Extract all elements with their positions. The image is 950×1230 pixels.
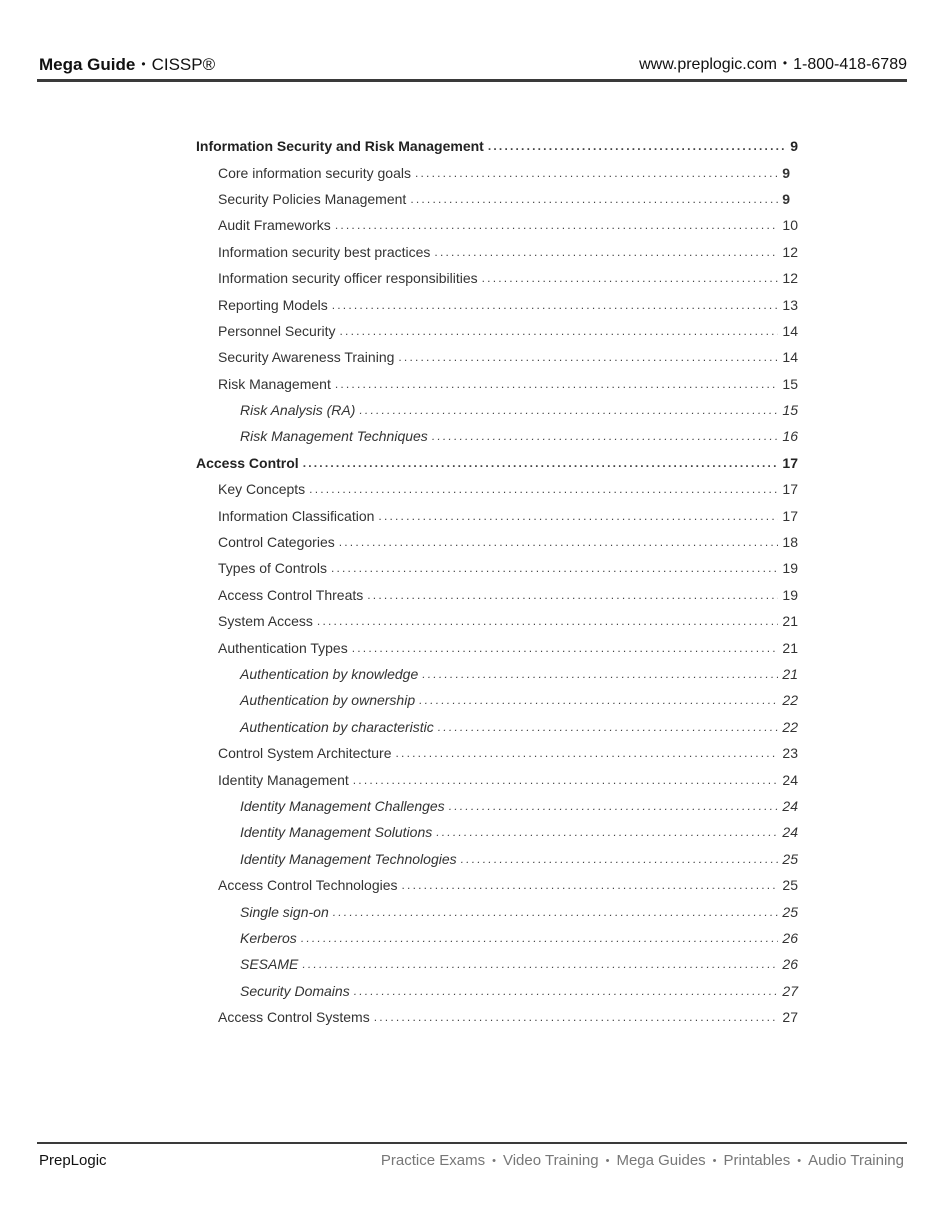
page-footer [39,1150,904,1170]
toc-entry-label: Identity Management Solutions [240,824,433,841]
toc-entry-page: 24 [782,797,798,814]
toc-entry-label: Information security best practices [218,243,431,260]
toc-entry[interactable] [196,872,798,898]
toc-entry[interactable] [196,925,798,951]
toc-entry[interactable] [196,397,798,423]
header-divider [37,79,907,82]
toc-entry-label: Access Control [196,454,299,471]
toc-entry[interactable] [196,344,798,370]
footer-link[interactable]: Printables [723,1151,791,1169]
dot-leader [340,324,779,338]
toc-entry-page: 19 [782,586,798,603]
toc-entry-label: Identity Management Challenges [240,797,445,814]
toc-entry-label: Authentication Types [218,639,348,656]
toc-entry-page: 21 [782,666,798,682]
toc-entry-page: 23 [782,745,798,762]
dot-leader [317,614,779,628]
toc-entry-page: 18 [782,534,798,551]
toc-entry-label: Single sign-on [240,903,329,920]
toc-entry[interactable] [196,1004,798,1030]
dot-leader [335,218,779,232]
footer-link[interactable]: Mega Guides [616,1151,706,1169]
toc-entry[interactable] [196,582,798,608]
toc-entry-label: Authentication by ownership [240,692,416,709]
toc-entry-page: 19 [782,560,798,577]
toc-entry-label: System Access [218,613,313,630]
toc-entry-label: Risk Analysis (RA) [240,402,356,419]
toc-entry-label: Risk Management Techniques [240,428,428,445]
bullet-separator: • [141,57,146,71]
bullet-separator: • [797,1154,802,1167]
header-title-group [39,55,215,75]
toc-entry[interactable] [196,371,798,397]
footer-brand: PrepLogic [39,1151,107,1169]
toc-entry-page: 14 [782,322,798,339]
toc-entry-page: 25 [782,877,798,894]
toc-entry-label: Control System Architecture [218,745,392,762]
dot-leader [461,852,779,866]
toc-entry-label: Information Security and Risk Management [196,138,484,155]
dot-leader [332,298,779,312]
toc-entry[interactable] [196,318,798,344]
dot-leader [398,350,778,364]
toc-entry-page: 10 [782,217,798,234]
toc-entry-page: 17 [782,507,798,524]
dot-leader [396,746,779,760]
toc-entry-label: Security Policies Management [218,190,407,207]
footer-links [381,1152,904,1169]
guide-subject: CISSP® [151,55,216,74]
dot-leader [488,139,786,153]
dot-leader [309,482,778,496]
toc-entry[interactable] [196,608,798,634]
toc-entry-label: SESAME [240,956,299,973]
toc-entry-page: 17 [782,481,798,498]
toc-entry-label: Access Control Technologies [218,877,398,894]
toc-entry-page: 22 [782,692,798,709]
dot-leader [438,720,779,734]
dot-leader [415,166,778,180]
footer-link[interactable]: Video Training [502,1151,599,1169]
toc-entry[interactable] [196,502,798,528]
toc-entry[interactable] [196,766,798,792]
toc-entry-page: 25 [782,850,798,867]
toc-entry-label: Kerberos [240,929,297,946]
website-link[interactable]: www.preplogic.com [639,56,777,73]
dot-leader [367,588,778,602]
toc-entry-page: 24 [782,771,798,788]
toc-entry[interactable] [196,239,798,265]
toc-entry-label: Access Control Threats [218,586,364,603]
toc-entry-page: 14 [782,349,798,366]
toc-entry[interactable] [196,819,798,845]
dot-leader [339,535,779,549]
toc-entry-label: Identity Management Technologies [240,850,457,867]
toc-entry-label: Risk Management [218,375,331,392]
toc-entry[interactable] [196,846,798,872]
dot-leader [331,561,778,575]
dot-leader [410,192,778,206]
toc-entry-label: Information Classification [218,507,375,524]
toc-entry-label: Identity Management [218,771,349,788]
dot-leader [335,377,779,391]
toc-entry-page: 22 [782,718,798,735]
toc-entry-label: Personnel Security [218,322,336,339]
toc-entry-page: 15 [782,402,798,419]
toc-entry-label: Audit Frameworks [218,217,331,234]
dot-leader [422,667,778,681]
toc-entry-page: 27 [782,1009,798,1026]
dot-leader [303,456,779,470]
dot-leader [301,931,779,945]
toc-entry[interactable] [196,133,798,159]
toc-entry-page: 13 [782,296,798,313]
toc-entry[interactable] [196,661,798,687]
dot-leader [378,509,778,523]
toc-entry[interactable] [196,555,798,581]
toc-entry-page: 16 [782,428,798,445]
dot-leader [482,271,779,285]
toc-entry[interactable] [196,714,798,740]
bullet-separator: • [782,56,788,70]
dot-leader [449,799,779,813]
bullet-separator: • [605,1154,610,1167]
table-of-contents [196,133,798,1030]
toc-entry-page: 9 [790,138,798,155]
toc-entry-label: Security Domains [240,982,350,999]
toc-entry-label: Core information security goals [218,164,411,181]
dot-leader [374,1010,779,1024]
toc-entry[interactable] [196,265,798,291]
dot-leader [419,693,778,707]
dot-leader [434,245,778,259]
toc-entry[interactable] [196,687,798,713]
footer-link[interactable]: Practice Exams [380,1151,486,1169]
toc-entry-label: Information security officer responsibilities [218,270,478,287]
toc-entry[interactable] [196,450,798,476]
toc-entry[interactable] [196,898,798,924]
toc-entry[interactable] [196,423,798,449]
toc-entry-label: Security Awareness Training [218,349,395,366]
bullet-separator: • [712,1154,717,1167]
toc-entry-page: 26 [782,956,798,973]
toc-entry-label: Key Concepts [218,481,306,498]
toc-entry[interactable] [196,634,798,660]
toc-entry-label: Authentication by knowledge [240,666,419,682]
dot-leader [359,403,778,417]
toc-entry-label: Reporting Models [218,296,328,313]
dot-leader [302,957,778,971]
toc-entry[interactable] [196,212,798,238]
toc-entry-page: 21 [782,613,798,630]
toc-entry-label: Authentication by characteristic [240,718,434,735]
toc-entry-label: Types of Controls [218,560,327,577]
guide-title: Mega Guide [39,55,136,74]
toc-entry[interactable] [196,529,798,555]
dot-leader [354,984,779,998]
toc-entry-page: 9 [782,164,790,181]
toc-entry-page: 9 [782,190,790,207]
toc-entry[interactable] [196,951,798,977]
dot-leader [402,878,779,892]
toc-entry-page: 27 [782,982,798,999]
header-contact [639,56,907,74]
toc-entry[interactable] [196,291,798,317]
toc-entry[interactable] [196,476,798,502]
dot-leader [436,825,778,839]
dot-leader [352,641,779,655]
toc-entry[interactable] [196,159,798,185]
footer-divider [37,1142,907,1144]
toc-entry[interactable] [196,740,798,766]
toc-entry-page: 17 [782,454,798,471]
toc-entry-page: 12 [782,270,798,287]
toc-entry-page: 26 [782,929,798,946]
page-header [39,52,907,78]
toc-entry-page: 24 [782,824,798,841]
toc-entry-page: 21 [782,639,798,656]
dot-leader [333,905,779,919]
toc-entry[interactable] [196,793,798,819]
bullet-separator: • [492,1154,496,1167]
toc-entry[interactable] [196,186,798,212]
toc-entry-page: 25 [782,903,798,920]
dot-leader [432,429,779,443]
footer-link[interactable]: Audio Training [808,1151,904,1169]
dot-leader [353,773,779,787]
toc-entry-page: 15 [782,375,798,392]
toc-entry[interactable] [196,978,798,1004]
phone-number: 1-800-418-6789 [793,56,907,73]
toc-entry-label: Control Categories [218,534,335,551]
toc-entry-page: 12 [782,243,798,260]
toc-entry-label: Access Control Systems [218,1009,370,1026]
